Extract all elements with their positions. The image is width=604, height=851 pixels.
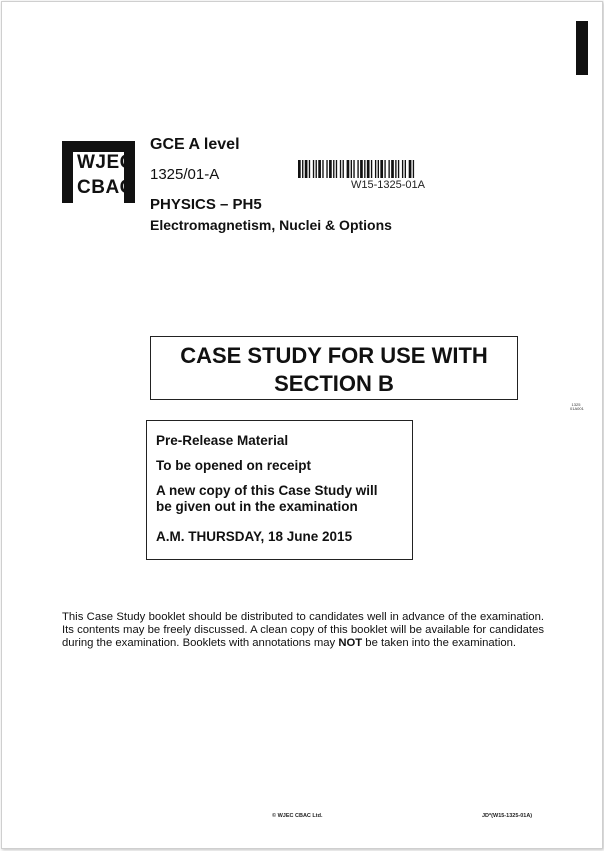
barcode-bar [364,160,365,178]
barcode-bar [360,160,363,178]
barcode-bar [413,160,414,178]
new-copy-line-1: A new copy of this Case Study will [156,483,378,498]
barcode-bar [391,160,394,178]
open-on-receipt-label: To be opened on receipt [156,458,312,473]
wjec-cbac-logo [62,141,135,203]
subject-title: PHYSICS – PH5 [150,196,262,213]
paper-code: 1325/01-A [150,166,220,183]
title-line-1: CASE STUDY FOR USE WITH [180,343,488,368]
notice-paragraph: This Case Study booklet should be distributed to candidates well in advance of the examination. Its contents may be freely discussed. A clean copy of this booklet will be available for candidates during the examination. Booklets with annotations may NOT be taken into the examination. [62,611,544,650]
barcode-bar [316,160,317,178]
barcode-bar [351,160,352,178]
barcode-bar [398,160,399,178]
barcode-label: W15-1325-01A [351,179,425,191]
barcode-bar [395,160,396,178]
pre-release-label: Pre-Release Material [156,433,289,448]
barcode-bar [309,160,310,178]
barcode-bar [347,160,350,178]
barcode-bar [405,160,406,178]
barcode-bar [322,160,323,178]
side-vertical-code: 1325 01A001 [570,402,584,411]
job-code-footer: JD*(W15-1325-01A) [482,813,533,819]
barcode-bar [333,160,334,178]
barcode-bar [378,160,379,178]
barcode [298,160,478,178]
new-copy-line-2: be given out in the examination [156,499,358,514]
notice-emphasis: NOT [338,637,363,650]
barcode-bar [305,160,308,178]
subject-topic: Electromagnetism, Nuclei & Options [150,217,392,233]
barcode-bar [353,160,354,178]
barcode-bar [384,160,385,178]
barcode-bar [326,160,327,178]
case-study-title-box [150,336,518,400]
barcode-bar [302,160,303,178]
barcode-bar [313,160,314,178]
barcode-bar [336,160,337,178]
barcode-bar [329,160,332,178]
barcode-bar [375,160,376,178]
barcode-bar [298,160,301,178]
logo-text-wjec: WJEC [77,152,134,173]
exam-cover-page [1,1,603,849]
barcode-bar [402,160,403,178]
copyright-footer: © WJEC CBAC Ltd. [272,813,323,819]
barcode-bar [340,160,341,178]
logo-text-cbac: CBAC [77,177,134,198]
barcode-bar [388,160,389,178]
pre-release-info-box [146,420,413,560]
title-line-2: SECTION B [274,371,394,396]
barcode-bar [409,160,412,178]
barcode-bar [318,160,321,178]
exam-date: A.M. THURSDAY, 18 June 2015 [156,529,353,544]
barcode-bar [343,160,344,178]
barcode-bar [367,160,370,178]
barcode-bar [371,160,372,178]
barcode-bar [380,160,383,178]
qualification-level: GCE A level [150,136,240,153]
black-edge-tab [576,21,588,75]
barcode-bar [357,160,358,178]
